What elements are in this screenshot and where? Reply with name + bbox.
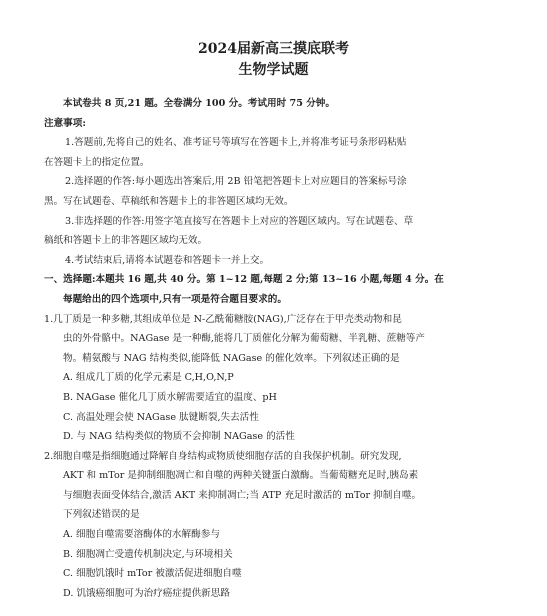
- exam-title: 2024届新高三摸底联考: [198, 41, 349, 57]
- notice-item-3-line-2: 稿纸和答题卡上的非答题区域均无效。: [44, 235, 208, 247]
- q2-option-a: A. 细胞自噬需要溶酶体的水解酶参与: [63, 529, 220, 541]
- section-heading-line-1: 一、选择题:本题共 16 题,共 40 分。第 1~12 题,每题 2 分;第 13~16 小题,每题 4 分。在: [44, 274, 444, 286]
- q2-option-b: B. 细胞凋亡受遗传机制决定,与环境相关: [63, 548, 233, 560]
- q1-option-d: D. 与 NAG 结构类似的物质不会抑制 NAGase 的活性: [63, 431, 295, 443]
- q1-option-b: B. NAGase 催化几丁质水解需要适宜的温度、pH: [63, 391, 277, 403]
- notice-item-3-line-1: 3.非选择题的作答:用签字笔直接写在答题卡上对应的答题区域内。写在试题卷、草: [65, 215, 414, 227]
- exam-subject: 生物学试题: [238, 62, 309, 78]
- q2-stem-line-4: 下列叙述错误的是: [63, 509, 140, 521]
- q2-option-d: D. 饥饿癌细胞可为治疗癌症提供新思路: [63, 587, 230, 599]
- notice-item-4: 4.考试结束后,请将本试题卷和答题卡一并上交。: [65, 254, 270, 266]
- notice-item-1-line-1: 1.答题前,先将自己的姓名、准考证号等填写在答题卡上,并将准考证号条形码粘贴: [65, 137, 407, 149]
- q1-stem-line-2: 虫的外骨骼中。NAGase 是一种酶,能将几丁质催化分解为葡萄糖、半乳糖、蔗糖等产: [63, 333, 425, 345]
- notice-heading: 注意事项:: [44, 117, 86, 129]
- q2-option-c: C. 细胞饥饿时 mTor 被激活促进细胞自噬: [63, 568, 242, 580]
- notice-item-1-line-2: 在答题卡上的指定位置。: [44, 156, 150, 168]
- exam-info: 本试卷共 8 页,21 题。全卷满分 100 分。考试用时 75 分钟。: [63, 98, 335, 109]
- notice-item-2-line-1: 2.选择题的作答:每小题选出答案后,用 2B 铅笔把答题卡上对应题目的答案标号涂: [65, 176, 407, 188]
- section-heading-line-2: 每题给出的四个选项中,只有一项是符合题目要求的。: [63, 293, 287, 305]
- q1-stem-line-3: 物。精氨酸与 NAG 结构类似,能降低 NAGase 的催化效率。下列叙述正确的是: [63, 352, 400, 364]
- q2-stem-line-1: 2.细胞自噬是指细胞通过降解自身结构或物质使细胞存活的自我保护机制。研究发现,: [44, 450, 402, 462]
- q2-stem-line-3: 与细胞表面受体结合,激活 AKT 来抑制凋亡;当 ATP 充足时激活的 mTor 抑制自噬。: [63, 489, 422, 501]
- q1-stem-line-1: 1.几丁质是一种多糖,其组成单位是 N-乙酰葡糖胺(NAG),广泛存在于甲壳类动物和昆: [44, 313, 402, 325]
- q1-option-a: A. 组成几丁质的化学元素是 C,H,O,N,P: [63, 372, 234, 384]
- q2-stem-line-2: AKT 和 mTor 是抑制细胞凋亡和自噬的两种关键蛋白激酶。当葡萄糖充足时,胰岛素: [63, 470, 419, 482]
- q1-option-c: C. 高温处理会使 NAGase 肽键断裂,失去活性: [63, 411, 259, 423]
- notice-item-2-line-2: 黑。写在试题卷、草稿纸和答题卡上的非答题区域均无效。: [44, 195, 294, 207]
